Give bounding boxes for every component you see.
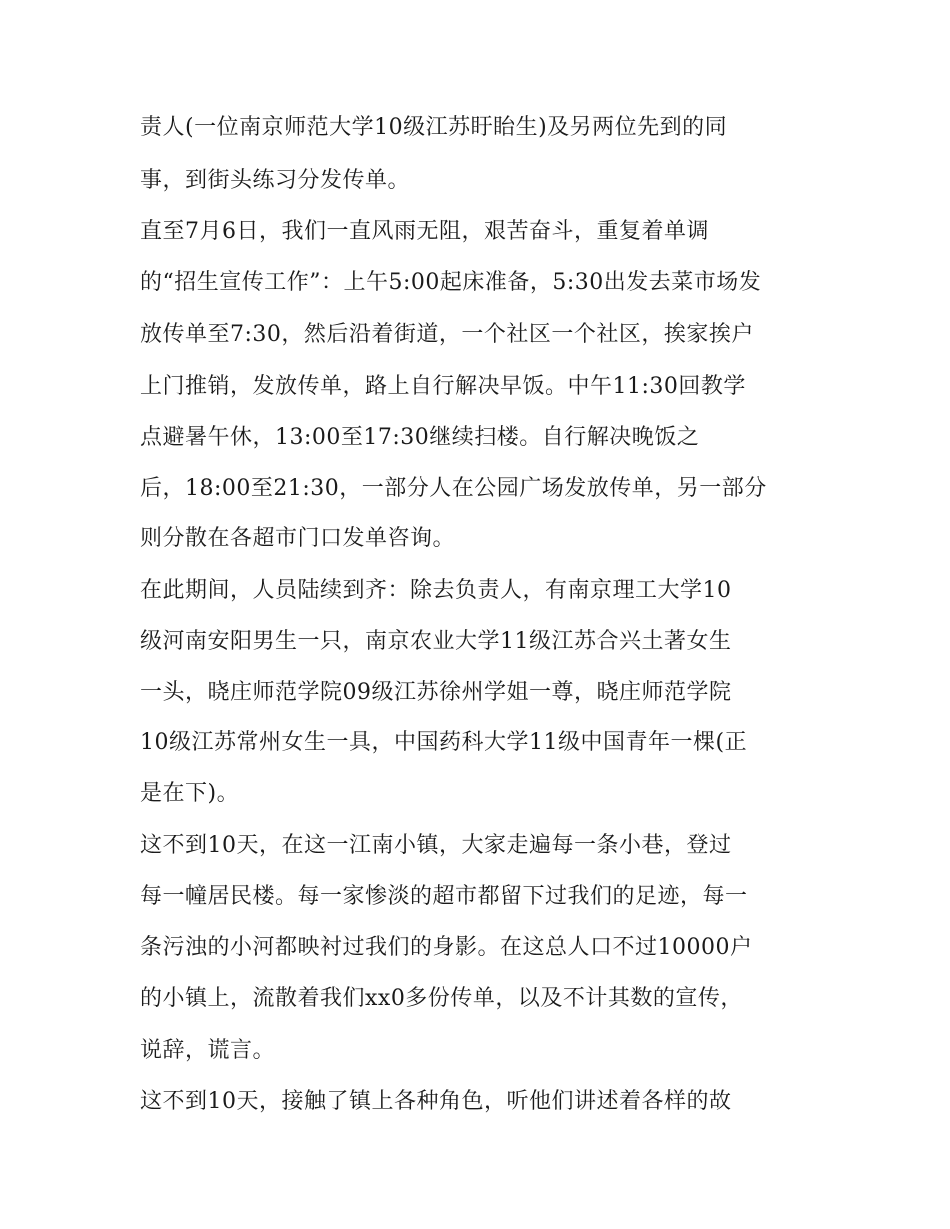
- text-line: 后，18:00至21:30，一部分人在公园广场发放传单，另一部分: [140, 476, 767, 501]
- text-line: 上门推销，发放传单，路上自行解决早饭。中午11:30回教学: [140, 374, 746, 399]
- text-line: 是在下)。: [140, 781, 240, 806]
- text-line: 则分散在各超市门口发单咨询。: [140, 526, 456, 551]
- text-line: 在此期间，人员陆续到齐：除去负责人，有南京理工大学10: [140, 578, 732, 603]
- text-line: 放传单至7:30，然后沿着街道，一个社区一个社区，挨家挨户: [140, 322, 754, 347]
- text-line: 级河南安阳男生一只，南京农业大学11级江苏合兴土著女生: [140, 629, 732, 654]
- text-line: 的小镇上，流散着我们xx0多份传单，以及不计其数的宣传，: [140, 986, 743, 1011]
- text-line: 事，到街头练习分发传单。: [140, 168, 411, 193]
- text-line: 直至7月6日，我们一直风雨无阻，艰苦奋斗，重复着单调: [140, 219, 709, 244]
- text-line: 每一幢居民楼。每一家惨淡的超市都留下过我们的足迹，每一: [140, 884, 748, 909]
- text-line: 10级江苏常州女生一具，中国药科大学11级中国青年一棵(正: [140, 730, 748, 755]
- text-line: 说辞，谎言。: [140, 1038, 276, 1063]
- text-line: 条污浊的小河都映衬过我们的身影。在这总人口不过10000户: [140, 935, 753, 960]
- text-line: 一头，晓庄师范学院09级江苏徐州学姐一尊，晓庄师范学院: [140, 680, 732, 705]
- text-line: 责人(一位南京师范大学10级江苏盱眙生)及另两位先到的同: [140, 115, 728, 140]
- text-line: 的“招生宣传工作”：上午5:00起床准备，5:30出发去菜市场发: [140, 270, 762, 295]
- text-line: 这不到10天，接触了镇上各种角色，听他们讲述着各样的故: [140, 1089, 732, 1114]
- text-line: 这不到10天，在这一江南小镇，大家走遍每一条小巷，登过: [140, 833, 732, 858]
- text-line: 点避暑午休，13:00至17:30继续扫楼。自行解决晚饭之: [140, 425, 700, 450]
